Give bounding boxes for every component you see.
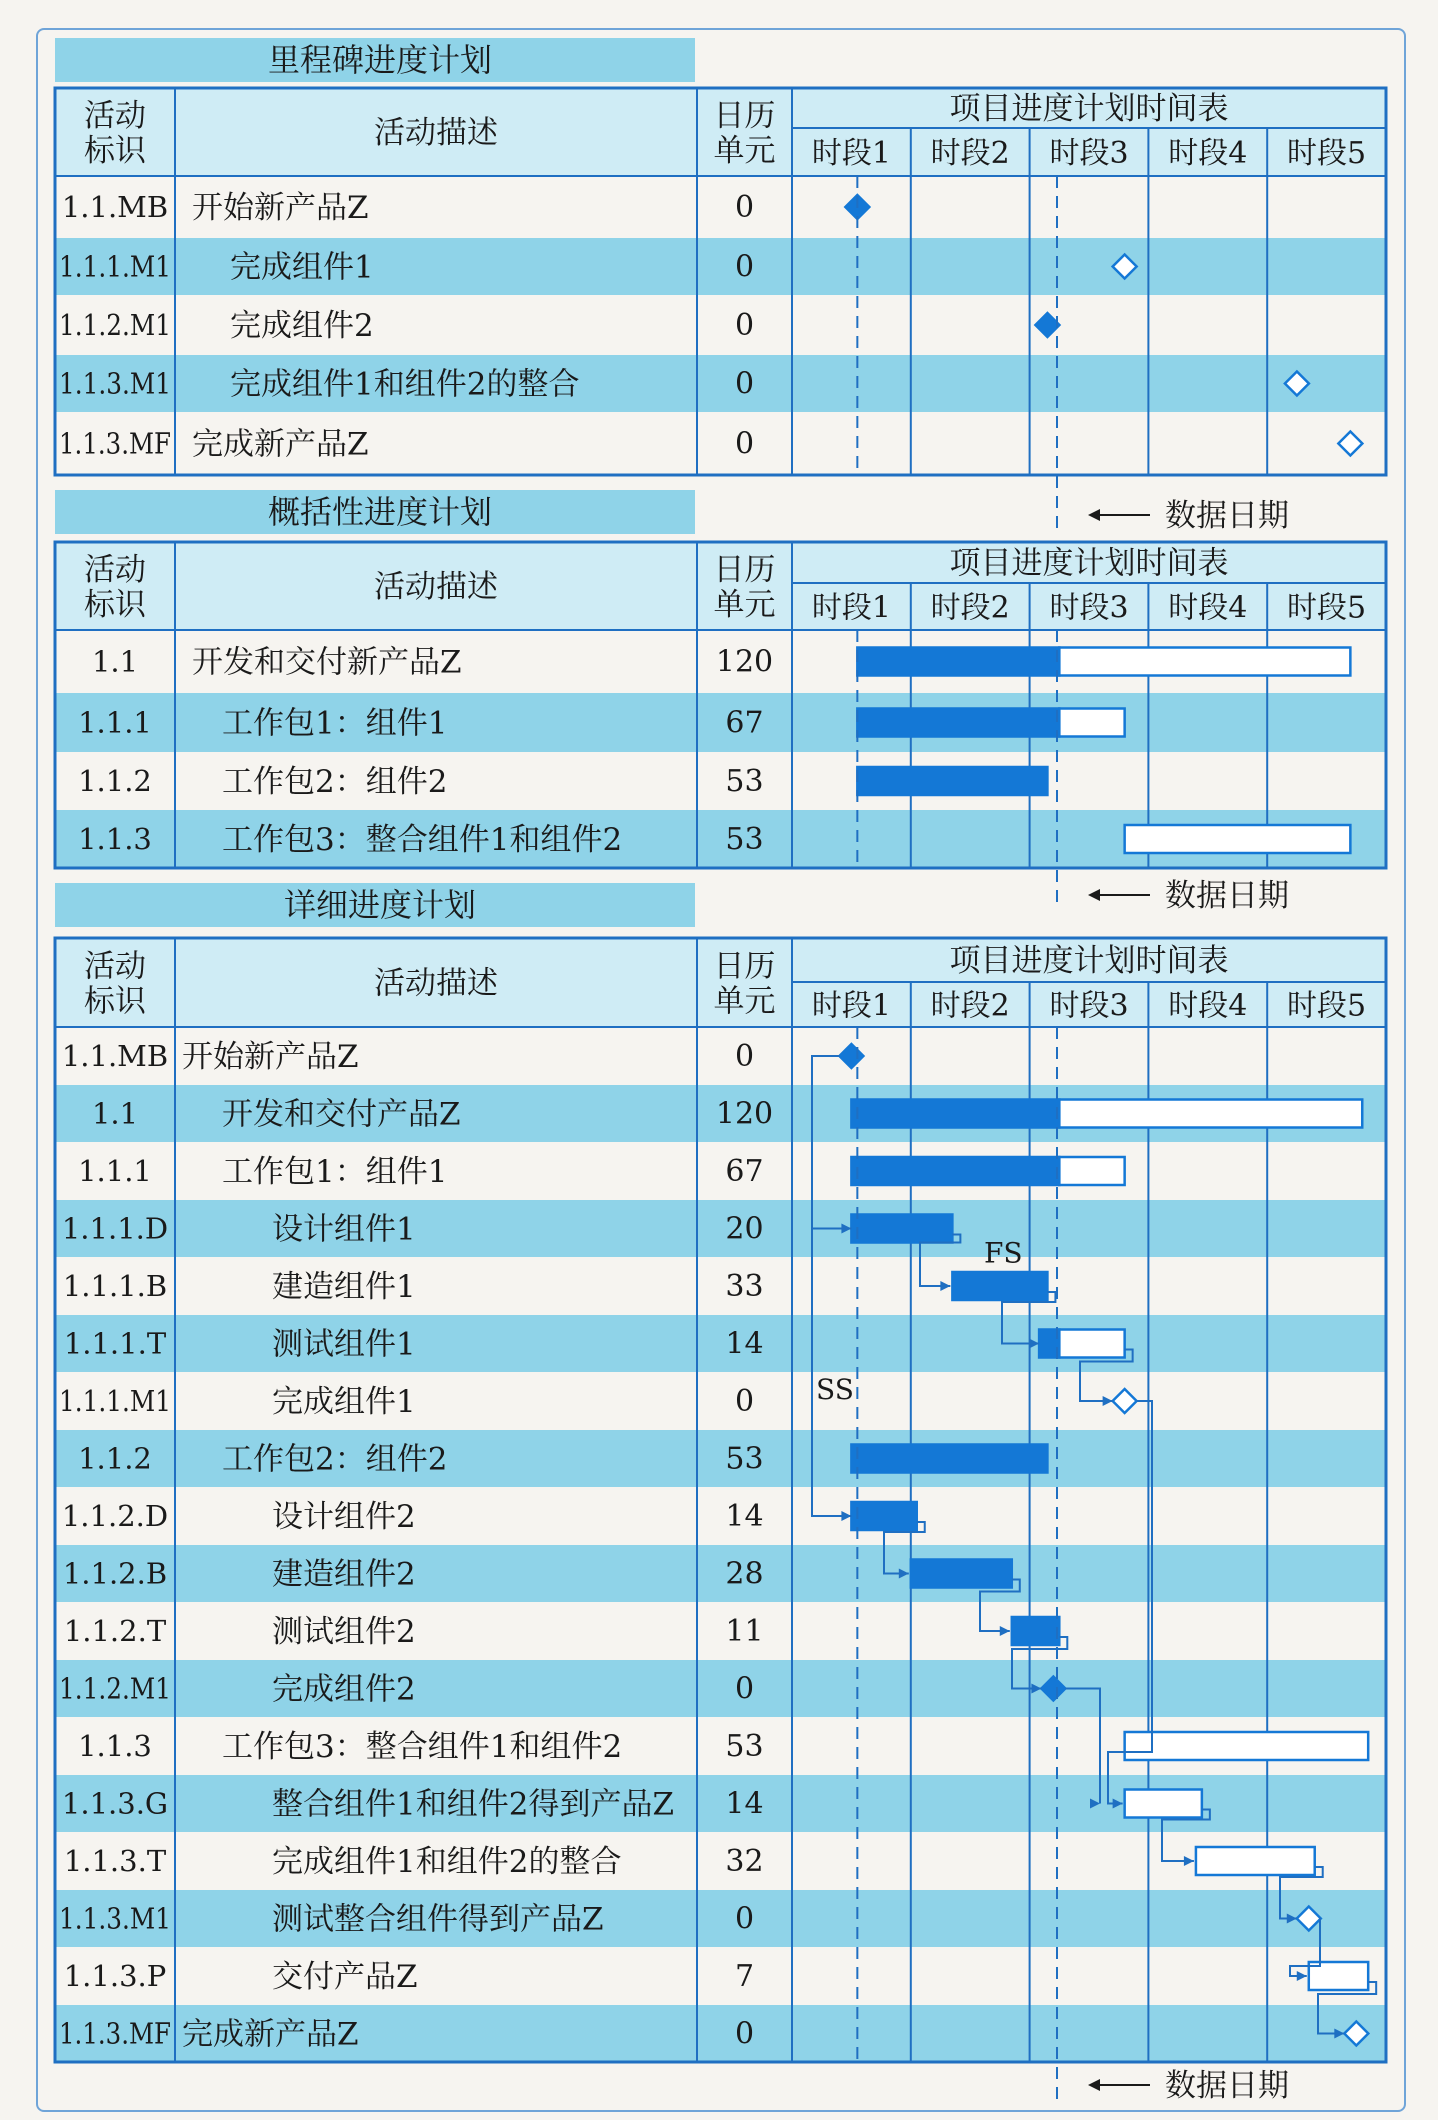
- milestone-filled-icon: [839, 1044, 863, 1068]
- remaining-bar: [1125, 1790, 1202, 1818]
- activity-id: 1.1: [91, 644, 139, 679]
- remaining-bar: [1059, 1330, 1124, 1358]
- activity-id: 1.1.2.B: [62, 1556, 168, 1591]
- completed-bar: [851, 1445, 1047, 1473]
- activity-desc: 工作包2：组件2: [222, 1441, 448, 1478]
- period-label: 时段1: [811, 136, 891, 171]
- activity-id: 1.1.1: [78, 705, 152, 740]
- row-band: [55, 1315, 1386, 1372]
- arrowhead-icon: [1184, 1856, 1194, 1866]
- header-calendar-units: 单元: [713, 983, 776, 1020]
- activity-id: 1.1.MB: [61, 190, 169, 224]
- activity-id: 1.1.3.P: [63, 1959, 167, 1993]
- schedule-row: [78, 1729, 1368, 1765]
- calendar-units: 53: [725, 1441, 764, 1477]
- activity-desc: 工作包2：组件2: [222, 764, 448, 800]
- data-date-label: 数据日期: [1165, 498, 1289, 534]
- period-label: 时段5: [1287, 590, 1367, 626]
- calendar-units: 11: [725, 1614, 764, 1649]
- activity-desc: 开发和交付新产品Z: [192, 644, 462, 681]
- header-timeline: 项目进度计划时间表: [949, 91, 1229, 127]
- calendar-units: 120: [715, 644, 774, 680]
- header-timeline: 项目进度计划时间表: [949, 545, 1229, 582]
- period-label: 时段4: [1168, 590, 1248, 626]
- header-activity-desc: 活动描述: [374, 965, 498, 1002]
- remaining-bar: [1059, 1157, 1124, 1185]
- period-label: 时段2: [930, 988, 1010, 1024]
- schedule-row: [62, 190, 870, 226]
- activity-id: 1.1.2.D: [61, 1499, 169, 1533]
- activity-id: 1.1.2: [78, 764, 152, 798]
- activity-id: 1.1.1: [78, 1154, 152, 1188]
- remaining-bar: [1196, 1847, 1315, 1875]
- activity-id: 1.1.2.M1: [59, 1671, 171, 1706]
- calendar-units: 0: [734, 308, 755, 343]
- completed-bar: [851, 1100, 1059, 1128]
- completed-bar: [851, 1157, 1059, 1185]
- calendar-units: 53: [725, 764, 764, 799]
- arrowhead-icon: [1000, 1626, 1010, 1636]
- arrowhead-icon: [940, 1281, 950, 1291]
- section-title: 详细进度计划: [283, 886, 477, 924]
- activity-id: 1.1.3.T: [63, 1844, 167, 1878]
- fs-label: FS: [984, 1236, 1023, 1270]
- activity-id: 1.1.2: [78, 1441, 152, 1476]
- activity-desc: 测试整合组件得到产品Z: [272, 1901, 604, 1938]
- activity-id: 1.1.MB: [61, 1039, 169, 1073]
- activity-id: 1.1.3.MF: [59, 426, 171, 461]
- activity-id: 1.1.3.G: [61, 1786, 169, 1821]
- completed-bar: [1012, 1617, 1060, 1645]
- activity-desc: 设计组件2: [272, 1499, 416, 1535]
- header-calendar-units: 单元: [713, 587, 776, 623]
- schedule-row: [63, 1269, 1048, 1305]
- calendar-units: 0: [734, 190, 755, 225]
- header-calendar-units: 单元: [713, 133, 776, 169]
- activity-desc: 完成组件1和组件2的整合: [230, 366, 580, 403]
- calendar-units: 0: [734, 1039, 755, 1074]
- data-date-arrowhead-icon: [1088, 2079, 1100, 2091]
- schedule-row: [62, 1499, 917, 1535]
- calendar-units: 7: [734, 1959, 755, 1994]
- activity-id: 1.1.1.B: [62, 1269, 168, 1303]
- activity-desc: 完成组件2: [230, 308, 374, 344]
- data-date-arrowhead-icon: [1088, 509, 1100, 521]
- activity-desc: 测试组件2: [272, 1614, 416, 1650]
- activity-desc: 整合组件1和组件2得到产品Z: [272, 1786, 674, 1823]
- header-calendar-units: 日历: [713, 552, 776, 588]
- activity-desc: 工作包3：整合组件1和组件2: [222, 1729, 623, 1765]
- schedule-row: [62, 1039, 864, 1075]
- schedule-row: [92, 1097, 1362, 1133]
- calendar-units: 0: [734, 1384, 755, 1419]
- header-timeline: 项目进度计划时间表: [949, 943, 1229, 979]
- activity-desc: 开始新产品Z: [192, 190, 369, 226]
- arrowhead-icon: [841, 1511, 851, 1521]
- activity-desc: 完成新产品Z: [182, 2016, 359, 2053]
- calendar-units: 0: [734, 426, 755, 462]
- activity-id: 1.1.1.M1: [59, 1384, 171, 1418]
- activity-id: 1.1.2.M1: [59, 308, 171, 342]
- activity-desc: 测试组件1: [272, 1326, 416, 1363]
- period-label: 时段3: [1049, 988, 1129, 1024]
- section-title: 里程碑进度计划: [267, 41, 493, 79]
- calendar-units: 53: [725, 822, 764, 857]
- row-band: [55, 1890, 1386, 1947]
- period-label: 时段4: [1168, 136, 1248, 171]
- activity-desc: 建造组件2: [272, 1556, 416, 1593]
- period-label: 时段1: [811, 590, 891, 626]
- schedule-row: [64, 1959, 1368, 1995]
- header-activity-id: 标识: [84, 133, 146, 169]
- activity-desc: 完成新产品Z: [192, 426, 369, 463]
- period-label: 时段1: [811, 988, 891, 1024]
- ss-label: SS: [816, 1373, 854, 1406]
- calendar-units: 0: [734, 2016, 755, 2052]
- activity-desc: 开始新产品Z: [182, 1039, 359, 1075]
- activity-desc: 完成组件1: [272, 1384, 416, 1420]
- milestone-filled-icon: [1035, 313, 1059, 337]
- milestone-open-icon: [1338, 432, 1362, 456]
- completed-bar: [857, 767, 1047, 795]
- activity-desc: 建造组件1: [272, 1269, 416, 1305]
- header-calendar-units: 日历: [713, 98, 776, 134]
- activity-id: 1.1.1.D: [61, 1211, 169, 1246]
- calendar-units: 67: [725, 705, 764, 741]
- milestone-open-icon: [1113, 1389, 1137, 1413]
- period-label: 时段3: [1049, 136, 1129, 171]
- calendar-units: 28: [725, 1556, 764, 1592]
- period-label: 时段2: [930, 590, 1010, 626]
- data-date-label: 数据日期: [1165, 2068, 1289, 2104]
- section-1: [55, 38, 1386, 534]
- activity-id: 1.1.3.M1: [59, 366, 171, 401]
- calendar-units: 20: [725, 1211, 764, 1247]
- data-date-arrowhead-icon: [1088, 889, 1100, 901]
- header-activity-id: 标识: [84, 587, 146, 623]
- activity-id: 1.1.3.MF: [59, 2016, 171, 2051]
- period-label: 时段4: [1168, 988, 1248, 1024]
- header-activity-id: 活动: [84, 948, 146, 985]
- schedule-row: [92, 645, 1350, 681]
- schedule-row: [59, 308, 1059, 344]
- completed-bar: [851, 1215, 952, 1243]
- schedule-row: [78, 764, 1047, 800]
- calendar-units: 33: [725, 1269, 764, 1304]
- period-label: 时段2: [930, 136, 1010, 171]
- activity-desc: 完成组件2: [272, 1671, 416, 1708]
- row-band: [55, 1660, 1386, 1717]
- period-label: 时段3: [1049, 590, 1129, 626]
- remaining-bar: [1059, 648, 1350, 676]
- activity-desc: 工作包1：组件1: [222, 1154, 448, 1190]
- activity-id: 1.1.3: [78, 1729, 152, 1763]
- activity-id: 1.1.3.M1: [59, 1901, 171, 1936]
- activity-id: 1.1: [91, 1096, 139, 1131]
- remaining-bar: [1125, 825, 1351, 853]
- activity-desc: 完成组件1: [230, 249, 374, 286]
- activity-id: 1.1.2.T: [63, 1614, 167, 1648]
- schedule-row: [64, 1844, 1315, 1880]
- calendar-units: 14: [725, 1786, 764, 1822]
- remaining-bar: [1059, 1100, 1362, 1128]
- remaining-bar: [1059, 709, 1124, 737]
- section-3: [55, 883, 1386, 2104]
- row-band: [55, 1545, 1386, 1602]
- section-2: [55, 490, 1386, 914]
- calendar-units: 0: [734, 366, 755, 402]
- schedule-row: [59, 427, 1362, 463]
- calendar-units: 0: [734, 1671, 755, 1707]
- activity-id: 1.1.1.M1: [59, 249, 171, 284]
- completed-bar: [911, 1560, 1012, 1588]
- period-label: 时段5: [1287, 988, 1367, 1024]
- header-activity-id: 活动: [84, 552, 146, 588]
- header-activity-desc: 活动描述: [374, 115, 498, 151]
- calendar-units: 32: [725, 1844, 764, 1879]
- schedule-row: [78, 1154, 1125, 1190]
- completed-bar: [857, 709, 1059, 737]
- arrowhead-icon: [1297, 1971, 1307, 1981]
- calendar-units: 120: [715, 1096, 774, 1132]
- arrowhead-icon: [1103, 1396, 1113, 1406]
- activity-desc: 工作包1：组件1: [222, 705, 448, 742]
- activity-id: 1.1.1.T: [63, 1326, 167, 1361]
- completed-bar: [851, 1502, 916, 1530]
- header-activity-id: 标识: [84, 983, 146, 1020]
- header-activity-id: 活动: [84, 98, 146, 134]
- completed-bar: [857, 648, 1059, 676]
- data-date-label: 数据日期: [1165, 878, 1289, 914]
- activity-desc: 交付产品Z: [272, 1959, 418, 1995]
- header-activity-desc: 活动描述: [374, 569, 498, 605]
- section-title: 概括性进度计划: [267, 493, 493, 531]
- completed-bar: [952, 1272, 1047, 1300]
- schedule-row: [59, 1384, 1137, 1420]
- calendar-units: 67: [725, 1154, 764, 1189]
- calendar-units: 0: [734, 1901, 755, 1937]
- calendar-units: 14: [725, 1499, 764, 1534]
- activity-desc: 设计组件1: [272, 1211, 416, 1248]
- calendar-units: 53: [725, 1729, 764, 1764]
- activity-id: 1.1.3: [78, 822, 152, 856]
- calendar-units: 0: [734, 249, 755, 285]
- period-label: 时段5: [1287, 136, 1367, 171]
- activity-desc: 完成组件1和组件2的整合: [272, 1844, 622, 1880]
- remaining-bar: [1125, 1732, 1369, 1760]
- row-band: [55, 1200, 1386, 1257]
- activity-desc: 工作包3：整合组件1和组件2: [222, 822, 623, 858]
- header-calendar-units: 日历: [713, 948, 776, 985]
- calendar-units: 14: [725, 1326, 764, 1362]
- activity-desc: 开发和交付产品Z: [222, 1096, 461, 1133]
